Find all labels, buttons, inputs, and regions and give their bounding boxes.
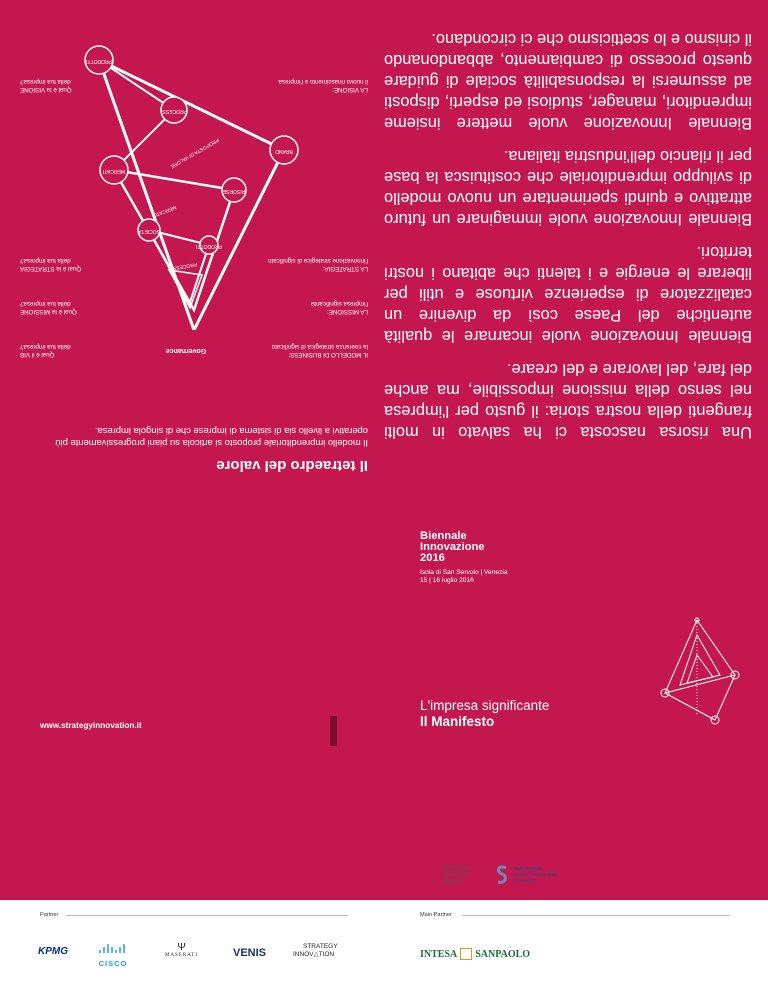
governance-label xyxy=(156,344,216,354)
manifesto-text xyxy=(384,30,752,442)
row-right-title: Qual è la STRATEGIA xyxy=(20,265,82,272)
triangle-icon: △ xyxy=(313,951,319,958)
website-link[interactable]: www.strategyinnovation.it xyxy=(40,721,142,730)
node-label: PROCESSI xyxy=(161,108,187,114)
strategy-line: TION xyxy=(318,951,335,958)
main-partner-rule xyxy=(462,915,730,916)
strategy-innovation-logo xyxy=(293,943,338,959)
node-label: RISORSE xyxy=(222,188,246,194)
row-right-sub: della tua impresa? xyxy=(20,343,71,350)
unive-logo xyxy=(420,864,471,886)
unive-line: Venezia xyxy=(442,878,464,885)
node-label: PRODOTTI xyxy=(196,243,222,249)
strategy-line: INNOV xyxy=(293,951,314,958)
row-right-title: Qual è la VISIONE xyxy=(20,86,72,93)
intesa-sanpaolo-logo xyxy=(420,948,530,960)
sanservolo-line: servizi metropolitani xyxy=(514,872,559,878)
row-left-title: LA STRATEGIA: xyxy=(322,265,368,272)
governance-text: Governance xyxy=(165,347,207,354)
unive-line: Ca'Foscari xyxy=(442,871,471,878)
tetraedro-title: Il tetraedro del valore xyxy=(216,457,368,474)
node-label: PRODOTTI xyxy=(86,58,112,64)
biennale-dates: 15 | 16 luglio 2016 xyxy=(420,577,474,584)
tetraedro-icon xyxy=(655,615,740,725)
biennale-name-2: Innovazione xyxy=(420,541,485,553)
tetraedro-title-block xyxy=(20,400,368,474)
maserati-trident-icon: Ψ xyxy=(177,942,186,953)
row-left-title: LA VISIONE: xyxy=(332,86,368,93)
partner-label: Partner xyxy=(40,912,59,918)
vertical-logo xyxy=(330,716,337,746)
node-label: MERCATI xyxy=(102,168,126,174)
row-right-sub: della tua impresa? xyxy=(20,78,71,85)
venis-logo: VENIS xyxy=(233,947,267,959)
intesa-emblem-icon xyxy=(460,948,472,960)
node-label: BRAND xyxy=(275,148,293,154)
intesa-text: INTESA xyxy=(420,948,458,960)
row-left-title: IL MODELLO DI BUSINESS: xyxy=(288,351,368,358)
cisco-bars-icon xyxy=(98,944,128,954)
node-label: PROPOSTA DI VALORE xyxy=(169,136,220,170)
cover-title-line2: Il Manifesto xyxy=(420,714,495,729)
tetraedro-subtitle: Il modello imprenditoriale proposto si articola su piani progressivamente più operativi a livello sia di sistema di imprese che di singola impresa. xyxy=(55,426,368,449)
cover-title-line1: L'impresa significante xyxy=(420,698,550,713)
biennale-name-1: Biennale xyxy=(420,530,467,542)
main-partner-label: Main Partner xyxy=(420,912,453,918)
row-left-sub: l'innovazione strategica di significato xyxy=(268,257,368,264)
sanservolo-logo xyxy=(494,864,558,886)
biennale-venue: Isola di San Servolo | Venezia xyxy=(420,569,508,576)
unive-line: Università xyxy=(442,864,469,871)
tetraedro-diagram xyxy=(44,30,344,330)
maserati-logo xyxy=(165,942,198,958)
manifesto-paragraph: Biennale Innovazione vuole incarnare le qualità autentiche del Paese così da divenire un catalizzatore di esperienze virtuose e utili per liberare le energie e i talenti che abitano i nostri territori. xyxy=(384,243,752,345)
sanservolo-line: san servolo xyxy=(514,866,542,872)
biennale-name-3: 2016 xyxy=(420,552,445,564)
node-label: PROCESSI xyxy=(170,260,198,272)
row-right-sub: della tua impresa? xyxy=(20,300,71,307)
kpmg-logo: KPMG xyxy=(38,946,68,957)
row-left-sub: il nuovo rinascimento e l'impresa xyxy=(278,78,368,85)
node-label: SOCIETÀ xyxy=(138,228,160,234)
sanservolo-line: di venezia xyxy=(514,878,537,884)
cisco-logo xyxy=(98,941,128,968)
manifesto-paragraph: Biennale Innovazione vuole mettere insieme imprenditori, manager, studiosi ed esperti, disposti ad assumersi la responsabilità sociale di guidare questo processo di cambiamento, abbandonando il cinismo e lo scetticismo che ci circondano. xyxy=(384,30,752,132)
sanservolo-s-icon xyxy=(494,864,510,886)
row-right-title: Qual è il VIB xyxy=(20,351,55,358)
maserati-text: MASERATI xyxy=(165,953,199,958)
unive-seal-icon xyxy=(420,864,438,886)
manifesto-paragraph: Biennale Innovazione vuole immaginare un futuro attrattivo e quindi sperimentare un nuovo modello di sviluppo imprenditoriale che costituisca la base per il rilancio dell'industria italiana. xyxy=(384,147,752,228)
triangle-outer xyxy=(99,60,284,330)
row-left-title: LA MISSIONE: xyxy=(327,308,368,315)
sanpaolo-text: SANPAOLO xyxy=(475,948,531,960)
strategy-line: STRATEGY xyxy=(303,943,338,950)
row-left-sub: l'impresa significante xyxy=(310,300,368,307)
node-label: MERCATO xyxy=(151,203,177,218)
manifesto-paragraph: Una risorsa nascosta ci ha salvato in molti frangenti della nostra storia: il gusto per l'impresa nel senso della missione impossibile, ma anche del fare, del lavorare e del creare. xyxy=(384,360,752,441)
biennale-block xyxy=(420,531,508,585)
row-right-title: Qual è la MISSIONE xyxy=(20,308,77,315)
cisco-text: CISCO xyxy=(98,959,128,968)
row-right-sub: della tua impresa? xyxy=(20,257,71,264)
partner-rule xyxy=(66,915,348,916)
row-left-sub: la coerenza strategica di significato xyxy=(271,343,368,350)
cover-title-block xyxy=(420,698,549,730)
